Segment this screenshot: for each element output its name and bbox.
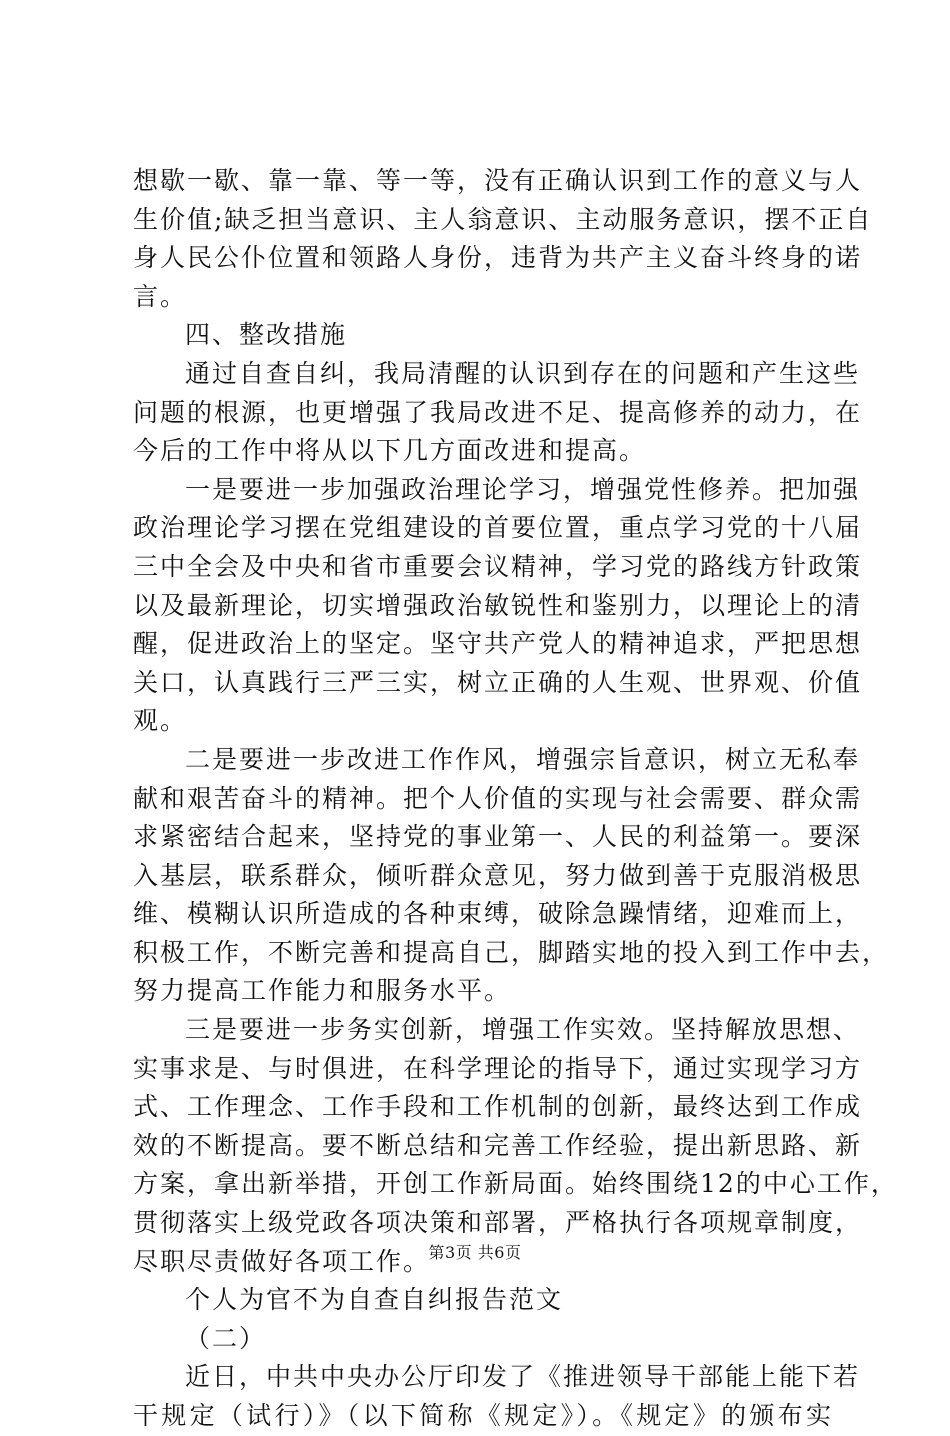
text-line: 个人为官不为自查自纠报告范文 — [185, 1285, 564, 1315]
text-line: 三是要进一步务实创新，增强工作实效。坚持解放思想、 — [185, 1015, 861, 1045]
text-line: 观。 — [133, 706, 188, 736]
text-line: 维、模糊认识所造成的各种束缚，破除急躁情绪，迎难而上， — [133, 899, 863, 929]
text-line: （二） — [185, 1323, 267, 1353]
text-line: 四、整改措施 — [185, 320, 348, 350]
text-line: 问题的根源，也更增强了我局改进不足、提高修养的动力，在 — [133, 397, 863, 427]
text-line: 贯彻落实上级党政各项决策和部署，严格执行各项规章制度， — [133, 1208, 863, 1238]
text-line: 今后的工作中将从以下几方面改进和提高。 — [133, 436, 647, 466]
text-line: 尽职尽责做好各项工作。 — [133, 1246, 431, 1276]
text-line: 方案，拿出新举措，开创工作新局面。始终围绕12的中心工作， — [133, 1169, 898, 1199]
text-line: 效的不断提高。要不断总结和完善工作经验，提出新思路、新 — [133, 1130, 863, 1160]
text-line: 一是要进一步加强政治理论学习，增强党性修养。把加强 — [185, 474, 861, 504]
text-line: 努力提高工作能力和服务水平。 — [133, 976, 512, 1006]
text-line: 通过自查自纠，我局清醒的认识到存在的问题和产生这些 — [185, 358, 861, 388]
text-line: 生价值;缺乏担当意识、主人翁意识、主动服务意识，摆不正自 — [133, 204, 873, 234]
text-line: 献和艰苦奋斗的精神。把个人价值的实现与社会需要、群众需 — [133, 783, 863, 813]
text-line: 积极工作，不断完善和提高自己，脚踏实地的投入到工作中去， — [133, 937, 890, 967]
text-line: 求紧密结合起来，坚持党的事业第一、人民的利益第一。要深 — [133, 822, 863, 852]
text-line: 政治理论学习摆在党组建设的首要位置，重点学习党的十八届 — [133, 513, 863, 543]
text-line: 入基层，联系群众，倾听群众意见，努力做到善于克服消极思 — [133, 860, 863, 890]
page-footer: 第3页 共6页 — [428, 1243, 522, 1262]
text-line: 干规定（试行）》（以下简称《规定》）。《规定》的颁布实 — [133, 1401, 833, 1430]
text-line: 想歇一歇、靠一靠、等一等，没有正确认识到工作的意义与人 — [133, 166, 863, 195]
text-line: 实事求是、与时俱进，在科学理论的指导下，通过实现学习方 — [133, 1053, 863, 1083]
text-line: 三中全会及中央和省市重要会议精神，学习党的路线方针政策 — [133, 551, 863, 581]
text-line: 关口，认真践行三严三实，树立正确的人生观、世界观、价值 — [133, 667, 863, 697]
text-line: 二是要进一步改进工作作风，增强宗旨意识，树立无私奉 — [185, 744, 861, 774]
text-line: 言。 — [133, 281, 188, 311]
text-line: 以及最新理论，切实增强政治敏锐性和鉴别力，以理论上的清 — [133, 590, 863, 620]
text-line: 近日，中共中央办公厅印发了《推进领导干部能上能下若 — [185, 1362, 861, 1392]
text-line: 式、工作理念、工作手段和工作机制的创新，最终达到工作成 — [133, 1092, 863, 1122]
text-line: 身人民公仆位置和领路人身份，违背为共产主义奋斗终身的诺 — [133, 243, 863, 273]
text-line: 醒，促进政治上的坚定。坚守共产党人的精神追求，严把思想 — [133, 629, 863, 659]
